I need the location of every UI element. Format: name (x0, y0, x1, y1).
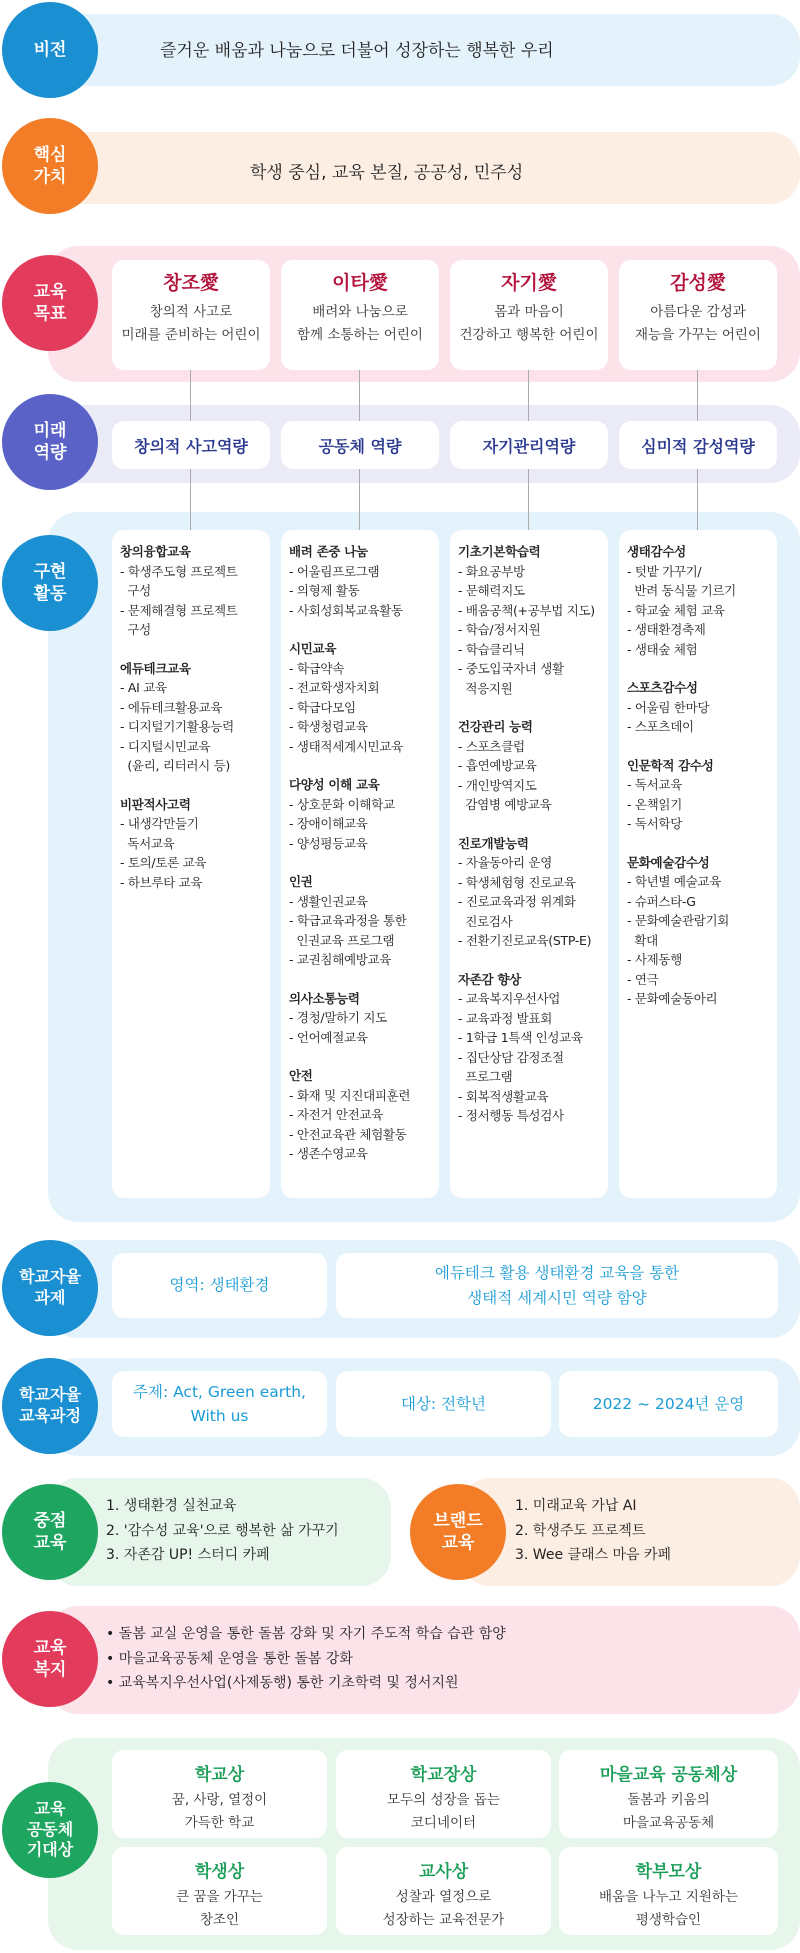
activity-item: - 온책읽기 (627, 796, 682, 812)
activity-group (458, 717, 600, 815)
competency-card-1: 창의적 사고역량 (112, 421, 270, 469)
activity-item: - 생존수영교육 (289, 1146, 368, 1161)
activity-group (289, 989, 431, 1048)
activity-item: - 학습/정서지원 (458, 622, 541, 637)
future-title-6: 학부모상 (635, 1862, 702, 1882)
activity-item: - 자율동아리 운영 (458, 855, 552, 870)
activity-group (289, 872, 431, 970)
activity-group (120, 542, 262, 640)
activity-item: - 교육과정 발표회 (458, 1010, 552, 1026)
brand-badge: 브랜드 교육 (410, 1484, 506, 1580)
future-title-4: 학생상 (194, 1862, 245, 1882)
vision-badge: 비전 (2, 2, 98, 98)
activity-group (289, 1066, 431, 1164)
activity-group-title: 진로개발능력 (458, 835, 529, 851)
brand-item-3: 3. Wee 클래스 마음 카페 (515, 1547, 672, 1563)
activity-item: - 회복적생활교육 (458, 1088, 549, 1104)
activity-group-title: 의사소통능력 (289, 990, 360, 1006)
competency-card-2: 공동체 역량 (281, 421, 439, 469)
goal-desc-4: 아름다운 감성과 재능을 가꾸는 어린이 (635, 304, 761, 343)
activity-group-title: 창의융합교육 (120, 544, 191, 559)
activity-item: - 교육복지우선사업 (458, 991, 561, 1006)
activity-item: - 스포츠클럽 (458, 738, 525, 754)
activity-item: - 집단상담 감정조절 프로그램 (458, 1049, 564, 1084)
activity-group-title: 시민교육 (289, 641, 337, 656)
future-title-2: 학교장상 (410, 1765, 477, 1785)
activity-card-4 (619, 530, 777, 1198)
activity-item: - 스포츠데이 (627, 719, 694, 734)
activity-item: - 학급약속 (289, 660, 344, 676)
goal-desc-2: 배려와 나눔으로 함께 소통하는 어린이 (297, 304, 423, 343)
activity-group-title: 문화예술감수성 (627, 854, 710, 870)
welfare-item-1: • 돌봄 교실 운영을 통한 돌봄 강화 및 자기 주도적 학습 습관 함양 (106, 1626, 506, 1642)
activity-item: - 어울림프로그램 (289, 563, 380, 579)
vision-text: 즐거운 배움과 나눔으로 더불어 성장하는 행복한 우리 (160, 41, 554, 61)
activity-item: - 독서교육 (627, 777, 682, 792)
activity-card-1 (112, 530, 270, 1198)
activity-item: - 화요공부방 (458, 563, 525, 579)
brand-item-1: 1. 미래교육 가납 AI (515, 1498, 637, 1514)
activity-group (627, 678, 769, 737)
autonomous-task-desc: 에듀테크 활용 생태환경 교육을 통한 생태적 세계시민 역량 함양 (336, 1253, 778, 1318)
focus-item-1: 1. 생태환경 실천교육 (106, 1498, 237, 1514)
activities-badge: 구현 활동 (2, 535, 98, 631)
activity-item: - 1학급 1특색 인성교육 (458, 1030, 583, 1045)
competency-badge: 미래 역량 (2, 394, 98, 490)
activity-item: - 상호문화 이해학교 (289, 796, 395, 812)
core-values-text: 학생 중심, 교육 본질, 공공성, 민주성 (250, 163, 524, 183)
future-desc-4: 큰 꿈을 가꾸는 창조인 (176, 1889, 263, 1928)
activity-group (289, 639, 431, 756)
activity-item: - 문화예술관람기회 확대 (627, 913, 730, 948)
welfare-item-2: • 마을교육공동체 운영을 통한 돌봄 강화 (106, 1650, 353, 1667)
activity-group-title: 비판적사고력 (120, 796, 191, 812)
activity-item: - 학교숲 체험 교육 (627, 602, 725, 618)
autonomous-curriculum-badge: 학교자율 교육과정 (2, 1358, 98, 1454)
autonomous-task-badge: 학교자율 과제 (2, 1240, 98, 1336)
activity-item: - 정서행동 특성검사 (458, 1108, 564, 1123)
future-desc-3: 돌봄과 키움의 마을교육공동체 (622, 1792, 715, 1831)
goal-desc-3: 몸과 마음이 건강하고 행복한 어린이 (459, 304, 599, 343)
future-desc-6: 배움을 나누고 지원하는 평생학습인 (599, 1889, 738, 1928)
future-title-3: 마을교육 공동체상 (599, 1765, 738, 1785)
activity-item: - 경청/말하기 지도 (289, 1010, 387, 1025)
brand-list (515, 1494, 671, 1568)
activity-item: - 학생주도형 프로젝트 구성 (120, 563, 238, 598)
activity-item: - 에듀테크활용교육 (120, 699, 223, 715)
activity-group-title: 인문학적 감수성 (627, 757, 714, 773)
activity-group (458, 970, 600, 1126)
activity-item: - 학생청렴교육 (289, 719, 368, 734)
activity-item: - 학습클리닉 (458, 641, 525, 657)
autonomous-curriculum-period: 2022 ~ 2024년 운영 (559, 1371, 778, 1437)
activity-item: - 화재 및 지진대피훈련 (289, 1087, 411, 1103)
activity-item: - 문해력지도 (458, 583, 525, 598)
goal-title-2: 이타愛 (332, 272, 388, 294)
activity-group-title: 배려 존중 나눔 (289, 544, 368, 559)
activity-group (458, 834, 600, 951)
future-card-community (559, 1750, 778, 1838)
future-card-teacher (336, 1847, 551, 1935)
welfare-badge: 교육 복지 (2, 1611, 98, 1707)
future-desc-2: 모두의 성장을 돕는 코디네이터 (387, 1792, 500, 1831)
activity-group-title: 안전 (289, 1068, 313, 1083)
activity-item: - 독서학당 (627, 816, 682, 831)
activity-item: - 문제해결형 프로젝트 구성 (120, 602, 238, 637)
brand-item-2: 2. 학생주도 프로젝트 (515, 1522, 646, 1539)
activity-item: - 슈퍼스타-G (627, 893, 696, 909)
autonomous-curriculum-target: 대상: 전학년 (336, 1371, 551, 1437)
activity-group-title: 자존감 향상 (458, 971, 521, 987)
goal-card-2 (281, 260, 439, 370)
focus-badge: 중점 교육 (2, 1484, 98, 1580)
activity-item: - 안전교육관 체험활동 (289, 1126, 407, 1142)
activity-group (289, 542, 431, 620)
activity-group-title: 기초기본학습력 (458, 544, 541, 559)
activity-item: - 학급다모임 (289, 699, 356, 715)
activity-group (289, 775, 431, 853)
activity-group-title: 인권 (289, 874, 313, 889)
activity-item: - 흡연예방교육 (458, 758, 537, 773)
activity-item: - 전환기진로교육(STP-E) (458, 933, 592, 948)
activity-group (627, 756, 769, 834)
activity-item: - 배움공책(+공부법 지도) (458, 602, 595, 618)
activity-item: - 장애이해교육 (289, 816, 368, 831)
focus-list (106, 1494, 339, 1568)
activity-item: - 생활인권교육 (289, 893, 368, 909)
activity-item: - 생태환경축제 (627, 622, 706, 637)
activity-card-2 (281, 530, 439, 1198)
welfare-item-3: • 교육복지우선사업(사제동행) 통한 기초학력 및 정서지원 (106, 1675, 459, 1691)
goal-title-1: 창조愛 (163, 272, 219, 294)
activity-item: - 생태적세계시민교육 (289, 738, 403, 754)
core-values-badge: 핵심 가치 (2, 118, 98, 214)
activity-card-3 (450, 530, 608, 1198)
goals-badge: 교육 목표 (2, 255, 98, 351)
goal-card-4 (619, 260, 777, 370)
future-title-5: 교사상 (418, 1862, 469, 1882)
activity-group (458, 542, 600, 698)
activity-group (627, 853, 769, 1009)
activity-item: - 사회성회복교육활동 (289, 602, 403, 618)
activity-item: - 토의/토론 교육 (120, 855, 207, 870)
activity-item: - 개인방역지도 감염병 예방교육 (458, 777, 552, 812)
goal-title-3: 자기愛 (501, 272, 557, 294)
autonomous-task-area: 영역: 생태환경 (112, 1253, 327, 1318)
activity-item: - 자전거 안전교육 (289, 1107, 383, 1122)
activity-group (627, 542, 769, 659)
activity-item: - 중도입국자녀 생활 적응지원 (458, 661, 564, 696)
activity-group-title: 건강관리 능력 (458, 719, 533, 734)
future-desc-1: 꿈, 사랑, 열정이 가득한 학교 (171, 1792, 268, 1831)
future-badge: 교육 공동체 기대상 (2, 1782, 98, 1878)
activity-item: - 어울림 한마당 (627, 699, 710, 715)
activity-item: - 의형제 활동 (289, 583, 360, 598)
activity-item: - AI 교육 (120, 680, 167, 695)
activity-item: - 학생체험형 진로교육 (458, 874, 576, 890)
focus-item-2: 2. '감수성 교육'으로 행복한 삶 가꾸기 (106, 1522, 339, 1539)
competency-card-3: 자기관리역량 (450, 421, 608, 469)
activity-item: - 디지털기기활용능력 (120, 719, 234, 734)
future-desc-5: 성찰과 열정으로 성장하는 교육전문가 (382, 1889, 505, 1928)
goal-desc-1: 창의적 사고로 미래를 준비하는 어린이 (121, 304, 261, 343)
activity-item: - 사제동행 (627, 952, 682, 967)
activity-item: - 하브루타 교육 (120, 874, 203, 890)
activity-item: - 텃밭 가꾸기/ 반려 동식물 기르기 (627, 563, 736, 598)
activity-group (120, 659, 262, 776)
activity-group-title: 에듀테크교육 (120, 660, 191, 676)
activity-item: - 학년별 예술교육 (627, 874, 721, 889)
goal-card-3 (450, 260, 608, 370)
future-title-1: 학교상 (194, 1765, 245, 1785)
focus-item-3: 3. 자존감 UP! 스터디 카페 (106, 1547, 270, 1563)
activity-group-title: 다양성 이해 교육 (289, 777, 380, 792)
activity-item: - 진로교육과정 위계화 진로검사 (458, 894, 576, 929)
activity-group-title: 생태감수성 (627, 544, 686, 559)
goal-card-1 (112, 260, 270, 370)
activity-item: - 생태숲 체험 (627, 641, 698, 657)
activity-group (120, 795, 262, 893)
welfare-list (106, 1622, 506, 1696)
activity-item: - 전교학생자치회 (289, 680, 380, 695)
activity-item: - 내생각만들기 독서교육 (120, 816, 199, 851)
competency-card-4: 심미적 감성역량 (619, 421, 777, 469)
future-card-parent (559, 1847, 778, 1935)
activity-item: - 문화예술동아리 (627, 991, 718, 1006)
future-card-principal (336, 1750, 551, 1838)
future-card-school (112, 1750, 327, 1838)
activity-item: - 학급교육과정을 통한 인권교육 프로그램 (289, 913, 407, 948)
future-card-student (112, 1847, 327, 1935)
activity-item: - 연극 (627, 971, 659, 987)
goal-title-4: 감성愛 (670, 272, 726, 294)
autonomous-curriculum-theme: 주제: Act, Green earth, With us (112, 1371, 327, 1437)
activity-item: - 언어예절교육 (289, 1029, 368, 1045)
activity-item: - 교권침해예방교육 (289, 952, 392, 967)
activity-item: - 양성평등교육 (289, 835, 368, 851)
activity-group-title: 스포츠감수성 (627, 680, 698, 695)
activity-item: - 디지털시민교육 (윤리, 리터러시 등) (120, 738, 230, 773)
